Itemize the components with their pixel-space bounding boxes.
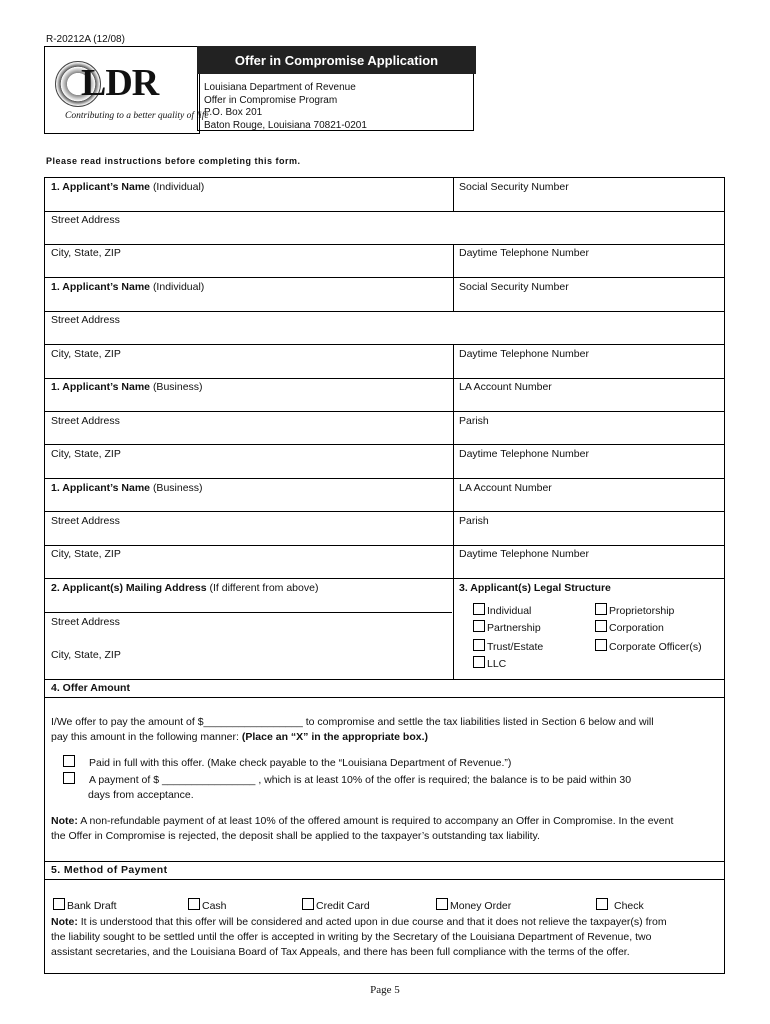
checkbox-icon (473, 603, 485, 615)
applicant2-phone-field[interactable]: Daytime Telephone Number (459, 348, 589, 360)
instructions-note: Please read instructions before completing this form. (46, 156, 301, 166)
logo-text: LDR (81, 62, 159, 104)
checkbox-icon (188, 898, 200, 910)
form-frame (44, 177, 725, 974)
applicant2-name-field[interactable]: 1. Applicant’s Name (Individual) (51, 281, 205, 293)
structure-llc-checkbox[interactable]: LLC (473, 656, 506, 670)
applicant2-city-field[interactable]: City, State, ZIP (51, 348, 121, 360)
business2-la-account-field[interactable]: LA Account Number (459, 482, 552, 494)
business1-parish-field[interactable]: Parish (459, 415, 489, 427)
checkbox-icon (595, 603, 607, 615)
page-number: Page 5 (370, 984, 400, 996)
business2-name-field[interactable]: 1. Applicant’s Name (Business) (51, 482, 203, 494)
offer-note: Note: A non-refundable payment of at least 10% of the offered amount is required to accompany an Offer in Compromise. In the event the Offer in Compromise is rejected, the deposit shall be applied to the taxpayer’s outstanding tax liability. (51, 815, 674, 842)
structure-individual-checkbox[interactable]: Individual (473, 603, 531, 617)
checkbox-icon (436, 898, 448, 910)
structure-corporation-checkbox[interactable]: Corporation (595, 620, 664, 634)
mailing-address-heading: 2. Applicant(s) Mailing Address (If different from above) (51, 582, 319, 594)
offer-amount-heading: 4. Offer Amount (51, 682, 130, 694)
ldr-logo (44, 46, 209, 134)
business1-street-field[interactable]: Street Address (51, 415, 120, 427)
structure-proprietorship-checkbox[interactable]: Proprietorship (595, 603, 674, 617)
checkbox-icon (595, 639, 607, 651)
payment-check-checkbox[interactable]: Check (596, 898, 644, 912)
mailing-city-field[interactable]: City, State, ZIP (51, 649, 121, 661)
business2-city-field[interactable]: City, State, ZIP (51, 548, 121, 560)
checkbox-icon (63, 772, 75, 784)
applicant1-street-field[interactable]: Street Address (51, 214, 120, 226)
checkbox-icon (473, 656, 485, 668)
applicant1-phone-field[interactable]: Daytime Telephone Number (459, 247, 589, 259)
applicant1-city-field[interactable]: City, State, ZIP (51, 247, 121, 259)
business2-street-field[interactable]: Street Address (51, 515, 120, 527)
payment-note: Note: It is understood that this offer will be considered and acted upon in due course and that it does not relieve the taxpayer(s) from the liability sought to be settled until the offer is accepted in writing by the Secretary of the Louisiana Department of Revenue, two assistant secretaries, and the Louisiana Board of Tax Appeals, and there has been full compliance with the terms of the offer. (51, 916, 667, 958)
form-number: R-20212A (12/08) (46, 34, 125, 45)
business1-phone-field[interactable]: Daytime Telephone Number (459, 448, 589, 460)
structure-partnership-checkbox[interactable]: Partnership (473, 620, 541, 634)
business2-parish-field[interactable]: Parish (459, 515, 489, 527)
tagline: Contributing to a better quality of life (65, 111, 209, 121)
payment-cash-checkbox[interactable]: Cash (188, 898, 227, 912)
address-line: P.O. Box 201 (204, 107, 263, 118)
method-of-payment-heading: 5. Method of Payment (51, 864, 168, 876)
payment-bank-draft-checkbox[interactable]: Bank Draft (53, 898, 117, 912)
structure-corporate-officer-checkbox[interactable]: Corporate Officer(s) (595, 639, 702, 653)
address-line: Baton Rouge, Louisiana 70821-0201 (204, 119, 367, 131)
checkbox-icon (596, 898, 608, 910)
form-title: Offer in Compromise Application (197, 46, 476, 74)
address-line: Louisiana Department of Revenue (204, 82, 356, 93)
payment-money-order-checkbox[interactable]: Money Order (436, 898, 511, 912)
business1-name-field[interactable]: 1. Applicant’s Name (Business) (51, 381, 203, 393)
offer-statement: I/We offer to pay the amount of $_________________ to compromise and settle the tax liabilities listed in Section 6 below and will pay this amount in the following manner: (Place an “X” in the appropriate box.) (51, 716, 654, 743)
applicant1-ssn-field[interactable]: Social Security Number (459, 181, 569, 193)
applicant1-name-field[interactable]: 1. Applicant’s Name (Individual) (51, 181, 205, 193)
applicant2-ssn-field[interactable]: Social Security Number (459, 281, 569, 293)
checkbox-icon (473, 620, 485, 632)
mailing-address-block (197, 74, 474, 131)
address-line: Offer in Compromise Program (204, 94, 338, 106)
structure-trust-estate-checkbox[interactable]: Trust/Estate (473, 639, 543, 653)
checkbox-icon (53, 898, 65, 910)
partial-payment-option[interactable]: A payment of $ ________________ , which is at least 10% of the offer is required; the balance is to be paid within 30 days from acceptance. (63, 772, 723, 803)
checkbox-icon (473, 639, 485, 651)
checkbox-icon (63, 755, 75, 767)
checkbox-icon (595, 620, 607, 632)
checkbox-icon (302, 898, 314, 910)
applicant2-street-field[interactable]: Street Address (51, 314, 120, 326)
payment-credit-card-checkbox[interactable]: Credit Card (302, 898, 370, 912)
business1-city-field[interactable]: City, State, ZIP (51, 448, 121, 460)
mailing-street-field[interactable]: Street Address (51, 616, 120, 628)
business2-phone-field[interactable]: Daytime Telephone Number (459, 548, 589, 560)
paid-in-full-option[interactable]: Paid in full with this offer. (Make check payable to the “Louisiana Department of Revenue.”) (63, 755, 723, 771)
legal-structure-heading: 3. Applicant(s) Legal Structure (459, 582, 611, 594)
business1-la-account-field[interactable]: LA Account Number (459, 381, 552, 393)
